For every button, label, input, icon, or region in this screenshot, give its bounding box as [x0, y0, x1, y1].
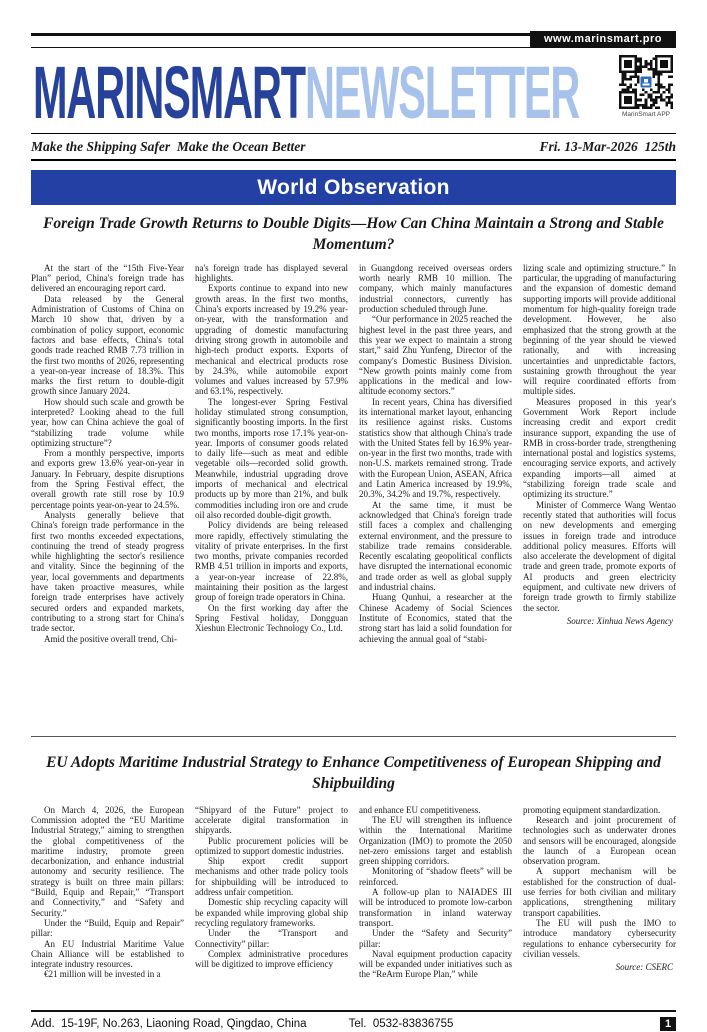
body-paragraph: From a monthly perspective, imports and exports grew 13.6% year-on-year in January. In February, despite disruptions from the Spring Festival effect, the overall growth rate still rose by 10.9 percentage points year-on-year to 24.5%.	[31, 448, 184, 510]
body-paragraph: At the start of the “15th Five-Year Plan” period, China's foreign trade has delivered an encouraging report card.	[31, 262, 184, 294]
body-paragraph: Under the “Transport and Connectivity” pillar:	[195, 928, 348, 949]
article-1-column-1	[31, 263, 184, 644]
body-paragraph: “Our performance in 2025 reached the highest level in the past three years, and this year we expect to maintain a strong start,” said Zhu Yunfeng, Director of the company's Domestic Business Division. “New growth points mainly come from applications in the medical and low-altitude economy sectors.”	[359, 314, 512, 397]
footer-telephone: Tel. 0532-83836755	[348, 1017, 454, 1030]
body-paragraph: On March 4, 2026, the European Commission adopted the “EU Maritime Industrial Strategy,” aiming to strengthen the global competitiveness of the maritime industry, promote green decarbonization, and enhance industrial autonomy and security resilience. The strategy is built on three main pillars: “Build, Equip and Repair,” “Transport and Connectivity,” and “Safety and Security.”	[31, 804, 184, 918]
body-paragraph: Minister of Commerce Wang Wentao recently stated that authorities will focus on new developments and emerging issues in foreign trade and introduce additional policy measures. Efforts will also accelerate the development of digital trade and green trade, promote exports of AI products and green electricity equipment, and cultivate new drivers of foreign trade growth to firmly stabilize the sector.	[523, 499, 676, 613]
article-divider	[31, 736, 676, 737]
article-2-column-4-text	[523, 805, 676, 959]
body-paragraph: In recent years, China has diversified its international market layout, enhancing its resilience against risks. Customs statistics show that although China's trade with the United States fell by 16.9% year-on-year in the first two months, trade with non-U.S. markets remained strong. Trade with the European Union, ASEAN, Africa and Latin America increased by 19.9%, 20.3%, 34.2% and 19.7%, respectively.	[359, 396, 512, 500]
body-paragraph: Monitoring of “shadow fleets” will be reinforced.	[359, 866, 512, 887]
tagline: Make the Shipping Safer Make the Ocean Better	[31, 139, 306, 154]
body-paragraph: Naval equipment production capacity will be expanded under initiatives such as the “ReArm Europe Plan,” while	[359, 948, 512, 980]
article-1-column-4	[523, 263, 676, 644]
article-2-column-3	[359, 805, 512, 980]
body-paragraph: A follow-up plan to NAIADES III will be introduced to promote low-carbon transformation in inland waterway transport.	[359, 887, 512, 928]
body-paragraph: lizing scale and optimizing structure.” In particular, the upgrading of manufacturing and the expansion of domestic demand supporting imports will provide additional momentum for high-quality foreign trade development. However, he also emphasized that the strong growth at the beginning of the year should be viewed rationally, and with increasing uncertainties and unpredictable factors, sustaining growth throughout the year will require coordinated efforts from multiple sides.	[523, 262, 676, 397]
top-bar	[31, 33, 676, 48]
article-2-headline: EU Adopts Maritime Industrial Strategy to Enhance Competitiveness of European Shipping and Shipbuilding	[46, 753, 661, 792]
article-1-column-2	[195, 263, 348, 644]
body-paragraph: Under the “Safety and Security” pillar:	[359, 928, 512, 949]
article-1-column-4-text	[523, 263, 676, 613]
section-banner-title: World Observation	[257, 175, 450, 199]
tagline-row	[31, 134, 676, 161]
article-2-column-2	[195, 805, 348, 980]
body-paragraph: An EU Industrial Maritime Value Chain Alliance will be established to integrate industry resources.	[31, 938, 184, 970]
body-paragraph: promoting equipment standardization.	[523, 804, 661, 815]
article-2-source: Source: CSERC	[615, 962, 673, 973]
article-1-headline: Foreign Trade Growth Returns to Double Digits—How Can China Maintain a Strong and Stable Momentum?	[43, 215, 664, 253]
body-paragraph: in Guangdong received overseas orders worth nearly RMB 10 million. The company, which mainly manufactures industrial connectors, currently has production scheduled through June.	[359, 262, 512, 315]
body-paragraph: Complex administrative procedures will be digitized to improve efficiency	[195, 948, 348, 970]
footer	[31, 1012, 676, 1031]
newsletter-page	[0, 33, 707, 1032]
body-paragraph: €21 million will be invested in a	[44, 969, 161, 980]
qr-code-icon	[619, 55, 673, 109]
body-paragraph: The EU will push the IMO to introduce mandatory cybersecurity regulations to enhance cybersecurity for civilian vessels.	[523, 917, 676, 959]
masthead	[31, 48, 676, 134]
date-issue: Fri. 13-Mar-2026 125th	[539, 139, 676, 154]
body-paragraph: At the same time, it must be acknowledged that China's foreign trade still faces a complex and challenging external environment, and the pressure to stabilize trade remains considerable. Recently escalating geopolitical conflicts have disrupted the international economic and trade order as well as global supply and industrial chains.	[359, 499, 512, 593]
masthead-title	[33, 50, 580, 134]
body-paragraph: Amid the positive overall trend, Chi-	[44, 633, 178, 644]
qr-caption: MarinSmart APP	[621, 111, 671, 118]
page-number-badge: 1	[660, 1017, 676, 1031]
body-paragraph: The longest-ever Spring Festival holiday stimulated strong consumption, significantly boosting imports. In the first two months, imports rose 17.1% year-on-year. Imports of consumer goods related to daily life—such as meat and edible vegetable oils—recorded solid growth. Meanwhile, industrial upgrading drove imports of mechanical and electrical products up by more than 21%, and bulk commodities including iron ore and crude oil also recorded double-digit growth.	[195, 396, 348, 520]
body-paragraph: Data released by the General Administration of Customs of China on March 10 show that, driven by a combination of policy support, economic factors and base effects, China's total goods trade reached RMB 7.73 trillion in the first two months of 2026, representing a year-on-year increase of 18.3%. This marks the first return to double-digit growth since January 2024.	[31, 293, 184, 397]
body-paragraph: “Shipyard of the Future” project to accelerate digital transformation in shipyards.	[195, 804, 348, 836]
body-paragraph: and enhance EU competitiveness.	[359, 804, 481, 815]
body-paragraph: Huang Qunhui, a researcher at the Chinese Academy of Social Sciences Institute of Economics, stated that the strong start has laid a solid foundation for achieving the annual goal of “stabi-	[359, 592, 512, 644]
body-paragraph: Public procurement policies will be optimized to support domestic industries.	[195, 835, 348, 856]
body-paragraph: A support mechanism will be established for the construction of dual-use ferries for both civilian and military applications, strengthening military transport capabilities.	[523, 866, 676, 918]
article-2-column-1	[31, 805, 184, 980]
body-paragraph: Ship export credit support mechanisms and other trade policy tools for shipbuilding will be introduced to address unfair competition.	[195, 856, 348, 898]
body-paragraph: The EU will strengthen its influence within the International Maritime Organization (IMO) to promote the 2050 net-zero emissions target and establish green shipping corridors.	[359, 814, 512, 867]
website-badge	[530, 31, 676, 47]
website-url: www.marinsmart.pro	[543, 33, 662, 45]
article-2	[31, 753, 676, 980]
article-1	[31, 214, 676, 644]
qr-block	[616, 55, 676, 118]
body-paragraph: Measures proposed in this year's Government Work Report include increasing credit and export credit insurance support, expanding the use of RMB in cross-border trade, strengthening international postal and logistics systems, encouraging service exports, and actively expanding imports—all aimed at “stabilizing foreign trade scale and optimizing its structure.”	[523, 396, 676, 500]
article-1-column-3	[359, 263, 512, 644]
body-paragraph: na's foreign trade has displayed several highlights.	[195, 262, 348, 284]
body-paragraph: Research and joint procurement of technologies such as underwater drones and sensors will be encouraged, alongside the launch of a European ocean observation program.	[523, 814, 676, 867]
body-paragraph: On the first working day after the Spring Festival holiday, Dongguan Xieshun Electronic Technology Co., Ltd.	[195, 602, 348, 634]
article-1-source: Source: Xinhua News Agency	[566, 615, 673, 626]
article-1-columns	[31, 263, 676, 644]
body-paragraph: How should such scale and growth be interpreted? Looking ahead to the full year, how can China achieve the goal of “stabilizing trade volume while optimizing structure”?	[31, 396, 184, 448]
masthead-primary-text: MARINSMART	[33, 50, 305, 134]
body-paragraph: Under the “Build, Equip and Repair” pillar:	[31, 917, 184, 939]
article-2-column-4	[523, 805, 676, 980]
body-paragraph: Exports continue to expand into new growth areas. In the first two months, China's exports increased by 19.2% year-on-year, with the transformation and upgrading of domestic manufacturing driving strong growth in automobile and high-tech product exports. Exports of mechanical and electrical products rose by 24.3%, while automobile export volumes and values increased by 57.9% and 63.1%, respectively.	[195, 283, 348, 397]
body-paragraph: Analysts generally believe that China's foreign trade performance in the first two months exceeded expectations, continuing the trend of steady progress while highlighting the sector's resilience and vitality. Since the beginning of the year, local governments and departments have taken proactive measures, while foreign trade enterprises have actively secured orders and expanded markets, contributing to a strong start for China's trade sector.	[31, 509, 184, 634]
body-paragraph: Domestic ship recycling capacity will be expanded while improving global ship recycling regulatory frameworks.	[195, 897, 348, 928]
footer-address: Add. 15-19F, No.263, Liaoning Road, Qingdao, China	[31, 1017, 307, 1030]
body-paragraph: Policy dividends are being released more rapidly, effectively stimulating the vitality of private enterprises. In the first two months, private companies recorded RMB 4.51 trillion in imports and exports, a year-on-year increase of 22.8%, maintaining their position as the largest group of foreign trade operators in China.	[195, 520, 348, 603]
masthead-secondary-text: NEWSLETTER	[304, 50, 580, 134]
article-2-columns	[31, 805, 676, 980]
section-banner	[31, 170, 676, 205]
